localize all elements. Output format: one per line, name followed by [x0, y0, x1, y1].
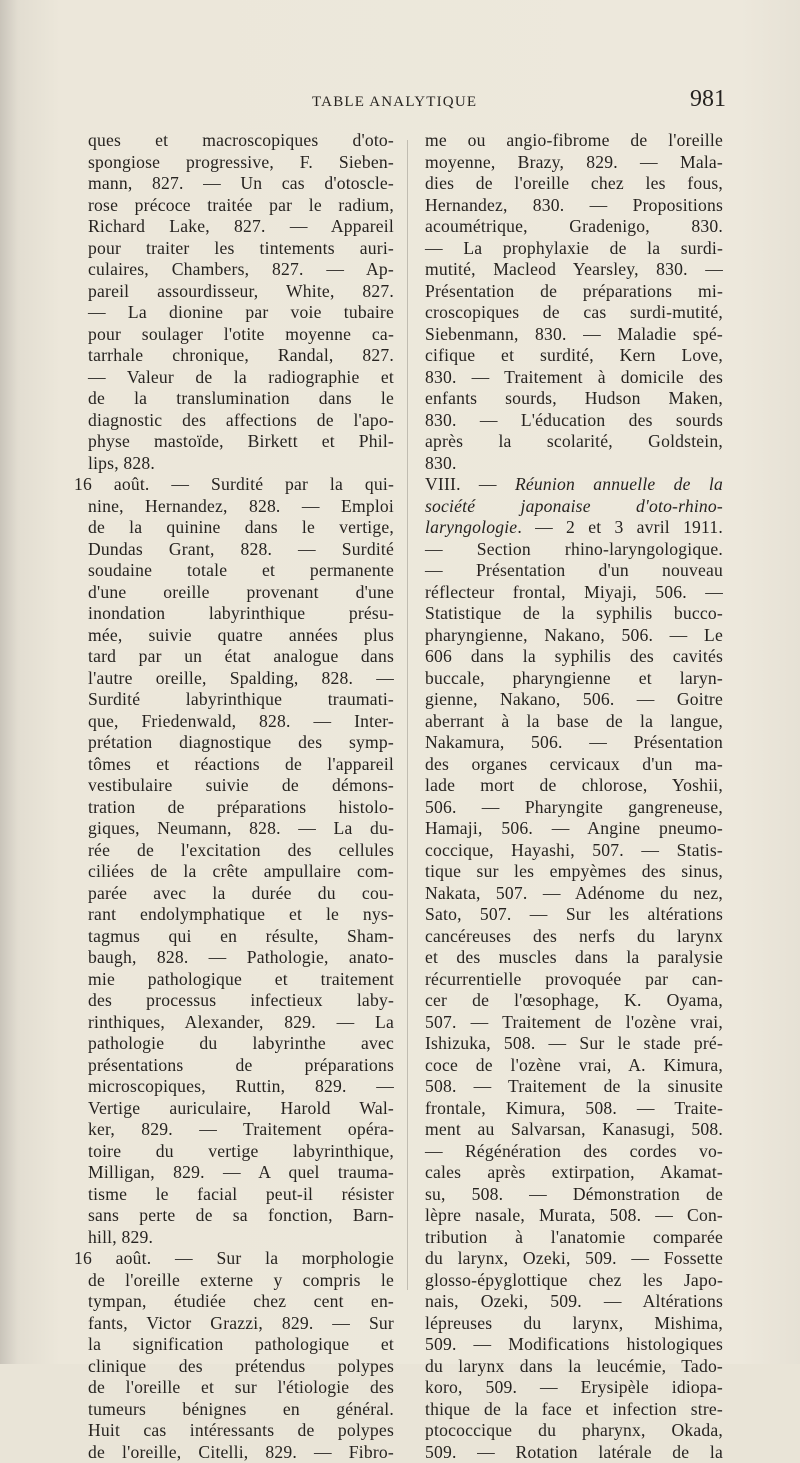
right-column-line: laryngologie. — 2 et 3 avril 1911. [425, 517, 723, 539]
left-column-line: tagmus qui en résulte, Sham- [88, 926, 394, 948]
right-column-line: coce de l'ozène vrai, A. Kimura, [425, 1055, 723, 1077]
left-column-line: nine, Hernandez, 828. — Emploi [88, 496, 394, 518]
left-column-line: baugh, 828. — Pathologie, anato- [88, 947, 394, 969]
right-column-line: Nakata, 507. — Adénome du nez, [425, 883, 723, 905]
right-column-line: ptococcique du pharynx, Okada, [425, 1420, 723, 1442]
left-column-line: toire du vertige labyrinthique, [88, 1141, 394, 1163]
left-column-line: giques, Neumann, 828. — La du- [88, 818, 394, 840]
right-column-line: ment au Salvarsan, Kanasugi, 508. [425, 1119, 723, 1141]
left-column-line: sans perte de sa fonction, Barn- [88, 1205, 394, 1227]
left-column-line: d'une oreille provenant d'une [88, 582, 394, 604]
left-column-line: mie pathologique et traitement [88, 969, 394, 991]
left-column-line: Milligan, 829. — A quel trauma- [88, 1162, 394, 1184]
right-column-line: — Régénération des cordes vo- [425, 1141, 723, 1163]
left-column-line: parée avec la durée du cou- [88, 883, 394, 905]
left-column-line: tisme le facial peut-il résister [88, 1184, 394, 1206]
left-column-line: de l'oreille externe y compris le [88, 1270, 394, 1292]
left-column-line: vestibulaire suivie de démons- [88, 775, 394, 797]
right-column-line: 830. — L'éducation des sourds [425, 410, 723, 432]
right-column-line: — La prophylaxie de la surdi- [425, 238, 723, 260]
right-column-line: nais, Ozeki, 509. — Altérations [425, 1291, 723, 1313]
left-column-line: ques et macroscopiques d'oto- [88, 130, 394, 152]
left-column-line: l'autre oreille, Spalding, 828. — [88, 668, 394, 690]
right-column-line: société japonaise d'oto-rhino- [425, 496, 723, 518]
right-column-line: buccale, pharyngienne et laryn- [425, 668, 723, 690]
left-column-line: rée de l'excitation des cellules [88, 840, 394, 862]
right-column-line: Statistique de la syphilis bucco- [425, 603, 723, 625]
left-column-line: lips, 828. [88, 453, 394, 475]
right-column-line: 508. — Traitement de la sinusite [425, 1076, 723, 1098]
left-column-line: mée, suivie quatre années plus [88, 625, 394, 647]
right-column-line: cancéreuses des nerfs du larynx [425, 926, 723, 948]
left-column-line: Vertige auriculaire, Harold Wal- [88, 1098, 394, 1120]
right-column-line: 509. — Rotation latérale de la [425, 1442, 723, 1463]
left-column-line: de la quinine dans le vertige, [88, 517, 394, 539]
left-column-line: tympan, étudiée chez cent en- [88, 1291, 394, 1313]
right-column-line: acoumétrique, Gradenigo, 830. [425, 216, 723, 238]
left-column-line: culaires, Chambers, 827. — Ap- [88, 259, 394, 281]
right-column-line: glosso-épyglottique chez les Japo- [425, 1270, 723, 1292]
right-column-line: — Section rhino-laryngologique. [425, 539, 723, 561]
left-column-line: fants, Victor Grazzi, 829. — Sur [88, 1313, 394, 1335]
left-column-line: hill, 829. [88, 1227, 394, 1249]
right-column-line: mutité, Macleod Yearsley, 830. — [425, 259, 723, 281]
right-column-line: 507. — Traitement de l'ozène vrai, [425, 1012, 723, 1034]
right-column-line: gienne, Nakano, 506. — Goitre [425, 689, 723, 711]
left-column-line: de l'oreille et sur l'étiologie des [88, 1377, 394, 1399]
right-column-line: thique de la face et infection stre- [425, 1399, 723, 1421]
column-divider [407, 140, 408, 1290]
right-column-line: tribution à l'anatomie comparée [425, 1227, 723, 1249]
left-column [88, 130, 394, 1463]
right-column-line: moyenne, Brazy, 829. — Mala- [425, 152, 723, 174]
left-column-line: Richard Lake, 827. — Appareil [88, 216, 394, 238]
left-column-line: spongiose progressive, F. Sieben- [88, 152, 394, 174]
left-column-line: rinthiques, Alexander, 829. — La [88, 1012, 394, 1034]
right-column-line: lèpre nasale, Murata, 508. — Con- [425, 1205, 723, 1227]
left-column-line: mann, 827. — Un cas d'otoscle- [88, 173, 394, 195]
left-column-line: Huit cas intéressants de polypes [88, 1420, 394, 1442]
left-column-line: pour soulager l'otite moyenne ca- [88, 324, 394, 346]
right-column-line: cifique et surdité, Kern Love, [425, 345, 723, 367]
left-column-line: rose précoce traitée par le radium, [88, 195, 394, 217]
right-column-line: 506. — Pharyngite gangreneuse, [425, 797, 723, 819]
right-column-line: après la scolarité, Goldstein, [425, 431, 723, 453]
right-column [425, 130, 723, 1463]
left-column-line: ciliées de la crête ampullaire com- [88, 861, 394, 883]
left-column-line: des processus infectieux laby- [88, 990, 394, 1012]
right-column-line: enfants sourds, Hudson Maken, [425, 388, 723, 410]
running-title: TABLE ANALYTIQUE [312, 94, 477, 111]
right-column-line: du larynx dans la leucémie, Tado- [425, 1356, 723, 1378]
right-column-line: des organes cervicaux d'un ma- [425, 754, 723, 776]
right-column-line: coccique, Hayashi, 507. — Statis- [425, 840, 723, 862]
right-column-line: me ou angio-fibrome de l'oreille [425, 130, 723, 152]
left-column-line: inondation labyrinthique présu- [88, 603, 394, 625]
left-column-line: de l'oreille, Citelli, 829. — Fibro- [88, 1442, 394, 1463]
left-column-line: la signification pathologique et [88, 1334, 394, 1356]
left-column-line: de la translumination dans le [88, 388, 394, 410]
right-column-line: et des muscles dans la paralysie [425, 947, 723, 969]
left-column-line: tarrhale chronique, Randal, 827. [88, 345, 394, 367]
right-column-line: cales après extirpation, Akamat- [425, 1162, 723, 1184]
left-column-line: soudaine totale et permanente [88, 560, 394, 582]
right-column-line: réflecteur frontal, Miyaji, 506. — [425, 582, 723, 604]
right-column-line: pharyngienne, Nakano, 506. — Le [425, 625, 723, 647]
right-column-line: cer de l'œsophage, K. Oyama, [425, 990, 723, 1012]
left-column-line: que, Friedenwald, 828. — Inter- [88, 711, 394, 733]
left-column-line: tration de préparations histolo- [88, 797, 394, 819]
right-column-line: — Présentation d'un nouveau [425, 560, 723, 582]
right-column-line: dies de l'oreille chez les fous, [425, 173, 723, 195]
right-column-line: su, 508. — Démonstration de [425, 1184, 723, 1206]
right-column-line: 830. [425, 453, 723, 475]
right-column-line: Présentation de préparations mi- [425, 281, 723, 303]
right-column-line: aberrant à la base de la langue, [425, 711, 723, 733]
right-column-line: tique sur les empyèmes des sinus, [425, 861, 723, 883]
left-column-line: clinique des prétendus polypes [88, 1356, 394, 1378]
right-column-line: Ishizuka, 508. — Sur le stade pré- [425, 1033, 723, 1055]
right-column-line: frontale, Kimura, 508. — Traite- [425, 1098, 723, 1120]
left-column-line: 16 août. — Sur la morphologie [74, 1248, 394, 1270]
left-column-line: — Valeur de la radiographie et [88, 367, 394, 389]
right-column-line: lade mort de chlorose, Yoshii, [425, 775, 723, 797]
page-number: 981 [690, 86, 726, 113]
right-column-line: Nakamura, 506. — Présentation [425, 732, 723, 754]
left-column-line: Dundas Grant, 828. — Surdité [88, 539, 394, 561]
right-column-line: VIII. — Réunion annuelle de la [425, 474, 723, 496]
left-column-line: diagnostic des affections de l'apo- [88, 410, 394, 432]
left-column-line: ker, 829. — Traitement opéra- [88, 1119, 394, 1141]
left-column-line: 16 août. — Surdité par la qui- [74, 474, 394, 496]
left-column-line: Surdité labyrinthique traumati- [88, 689, 394, 711]
left-column-line: microscopiques, Ruttin, 829. — [88, 1076, 394, 1098]
left-column-line: rant endolymphatique et le nys- [88, 904, 394, 926]
right-column-line: Sato, 507. — Sur les altérations [425, 904, 723, 926]
left-column-line: physe mastoïde, Birkett et Phil- [88, 431, 394, 453]
right-column-line: 606 dans la syphilis des cavités [425, 646, 723, 668]
right-column-line: 509. — Modifications histologiques [425, 1334, 723, 1356]
right-column-line: koro, 509. — Erysipèle idiopa- [425, 1377, 723, 1399]
left-column-line: pour traiter les tintements auri- [88, 238, 394, 260]
left-column-line: — La dionine par voie tubaire [88, 302, 394, 324]
left-column-line: pathologie du labyrinthe avec [88, 1033, 394, 1055]
right-column-line: Hernandez, 830. — Propositions [425, 195, 723, 217]
left-column-line: tard par un état analogue dans [88, 646, 394, 668]
right-column-line: du larynx, Ozeki, 509. — Fossette [425, 1248, 723, 1270]
right-column-line: Hamaji, 506. — Angine pneumo- [425, 818, 723, 840]
left-column-line: présentations de préparations [88, 1055, 394, 1077]
right-column-line: récurrentielle provoquée par can- [425, 969, 723, 991]
left-column-line: prétation diagnostique des symp- [88, 732, 394, 754]
left-column-line: tumeurs bénignes en général. [88, 1399, 394, 1421]
right-column-line: Siebenmann, 830. — Maladie spé- [425, 324, 723, 346]
left-column-line: tômes et réactions de l'appareil [88, 754, 394, 776]
right-column-line: 830. — Traitement à domicile des [425, 367, 723, 389]
right-column-line: croscopiques de cas surdi-mutité, [425, 302, 723, 324]
left-column-line: pareil assourdisseur, White, 827. [88, 281, 394, 303]
right-column-line: lépreuses du larynx, Mishima, [425, 1313, 723, 1335]
